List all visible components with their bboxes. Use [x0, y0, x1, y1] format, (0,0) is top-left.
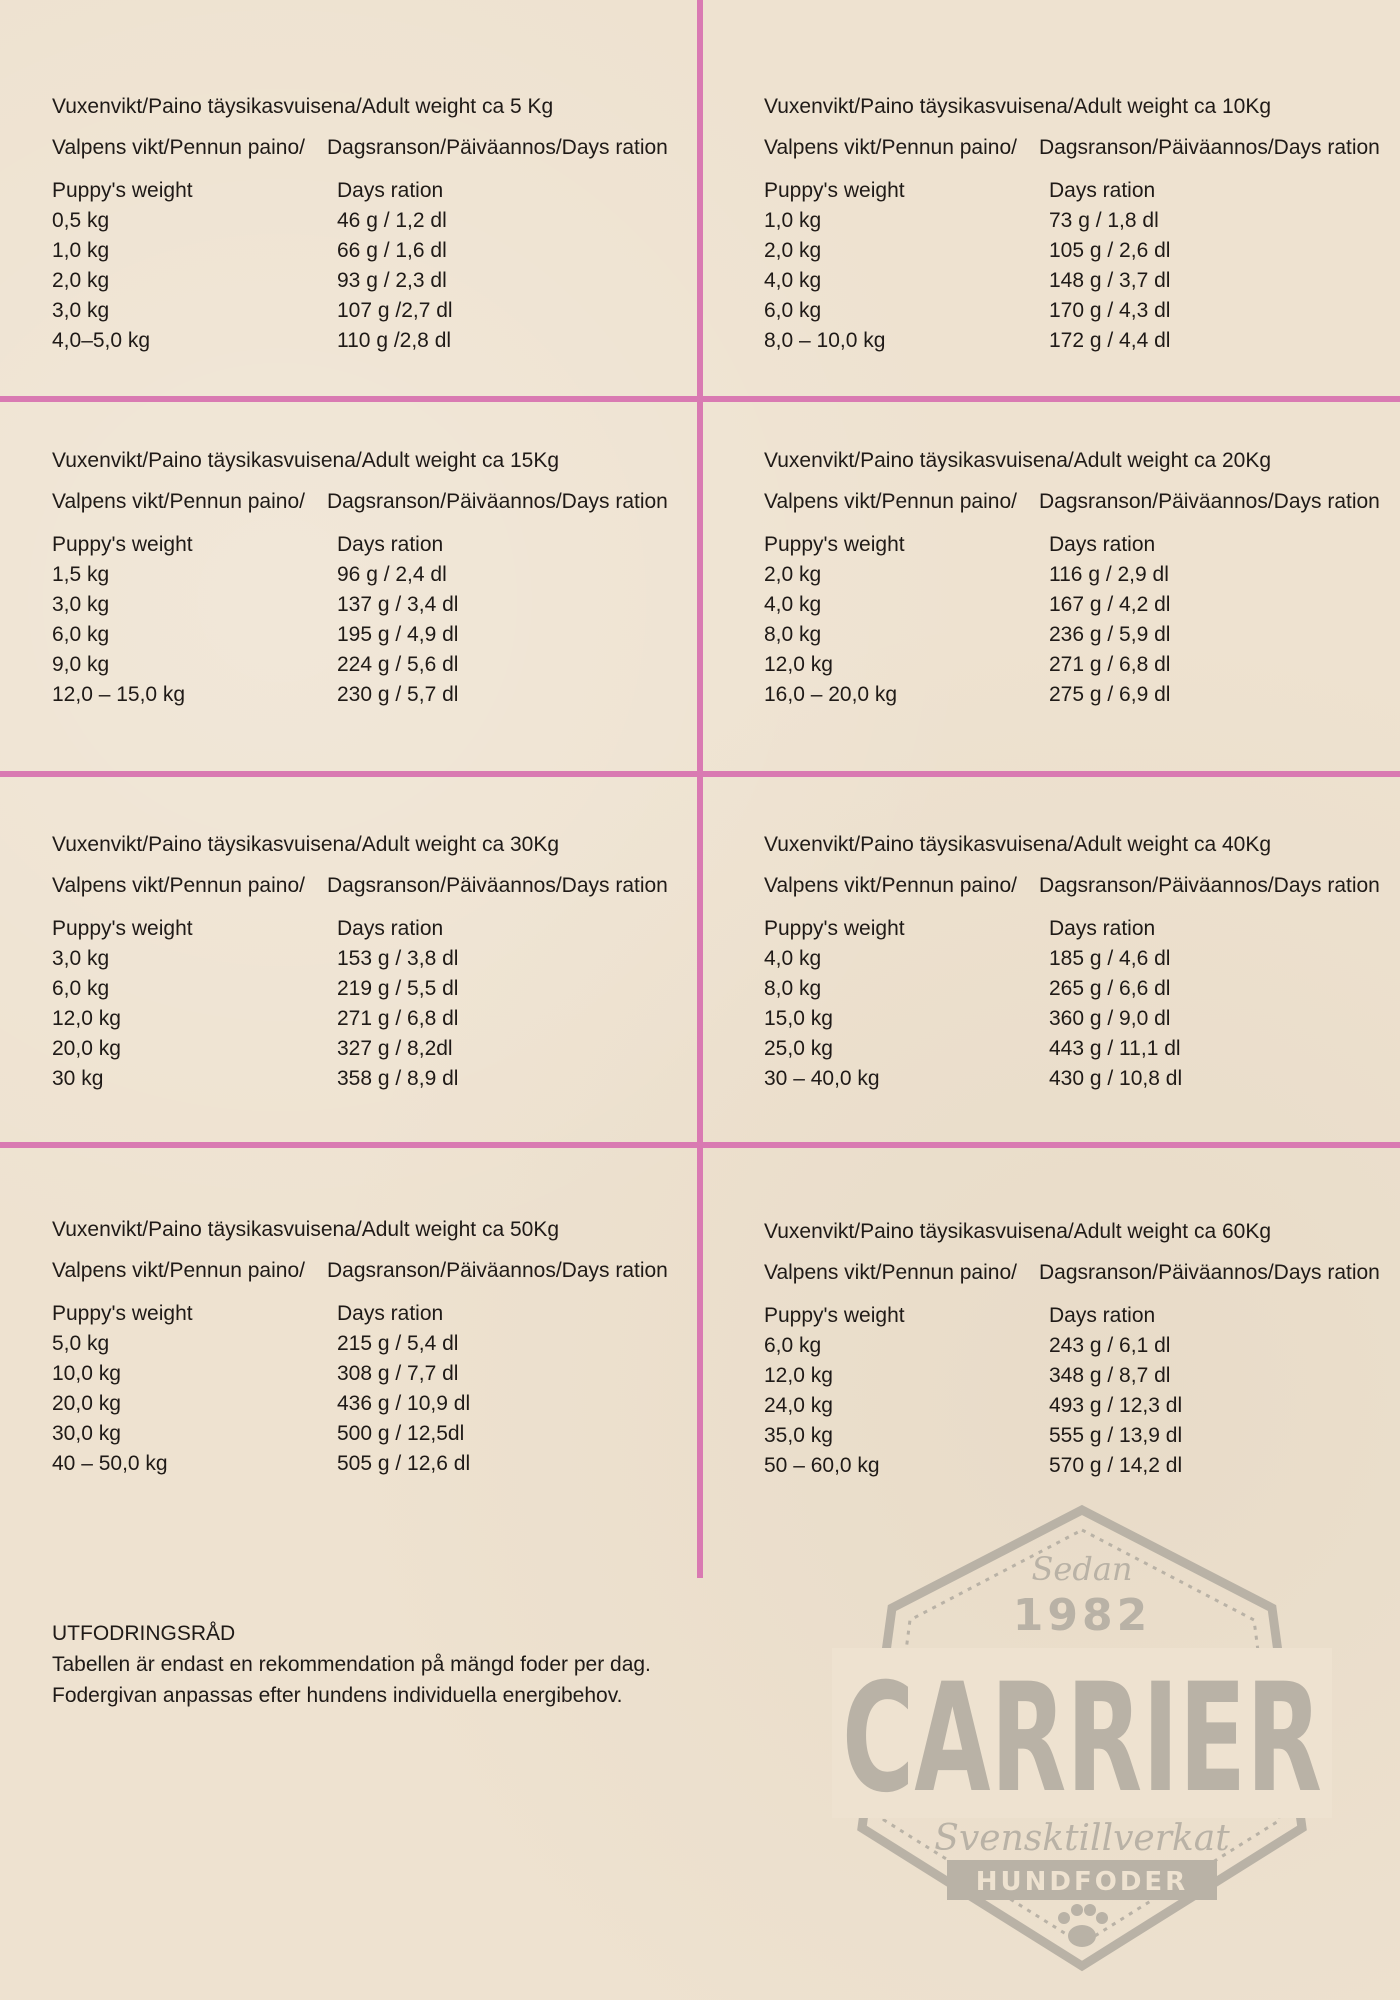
- days-ration-value: 96 g / 2,4 dl: [337, 563, 447, 586]
- puppy-weight-value: 30 kg: [52, 1067, 104, 1090]
- puppy-weight-column: [764, 1301, 905, 1481]
- puppy-weight-value: 40 – 50,0 kg: [52, 1452, 168, 1475]
- advice-heading: UTFODRINGSRÅD: [52, 1622, 236, 1645]
- puppy-weight-value: 8,0 kg: [764, 623, 822, 646]
- column-subheader: Puppy's weight: [52, 179, 193, 202]
- days-ration-value: 215 g / 5,4 dl: [337, 1332, 459, 1355]
- puppy-weight-column: [52, 914, 193, 1094]
- column-header-puppy-weight: Valpens vikt/Pennun paino/: [52, 136, 305, 159]
- days-ration-column: [1049, 530, 1170, 710]
- column-header-days-ration: Dagsranson/Päiväannos/Days ration: [327, 136, 668, 159]
- puppy-weight-value: 2,0 kg: [764, 563, 822, 586]
- days-ration-value: 110 g /2,8 dl: [337, 329, 452, 352]
- days-ration-value: 185 g / 4,6 dl: [1049, 947, 1171, 970]
- column-header-days-ration: Dagsranson/Päiväannos/Days ration: [1039, 136, 1380, 159]
- table-title: Vuxenvikt/Paino täysikasvuisena/Adult weight ca 50Kg: [52, 1218, 560, 1241]
- puppy-weight-value: 8,0 – 10,0 kg: [764, 329, 886, 352]
- puppy-weight-value: 6,0 kg: [52, 977, 110, 1000]
- column-header-puppy-weight: Valpens vikt/Pennun paino/: [764, 1261, 1017, 1284]
- puppy-weight-column: [52, 1299, 193, 1479]
- column-header-puppy-weight: Valpens vikt/Pennun paino/: [764, 874, 1017, 897]
- puppy-weight-value: 20,0 kg: [52, 1392, 121, 1415]
- puppy-weight-value: 9,0 kg: [52, 653, 110, 676]
- days-ration-value: 271 g / 6,8 dl: [337, 1007, 459, 1030]
- column-subheader: Days ration: [337, 179, 444, 202]
- column-header-days-ration: Dagsranson/Päiväannos/Days ration: [327, 874, 668, 897]
- puppy-weight-value: 2,0 kg: [52, 269, 110, 292]
- puppy-weight-value: 0,5 kg: [52, 209, 110, 232]
- days-ration-value: 93 g / 2,3 dl: [337, 269, 447, 292]
- column-header-days-ration: Dagsranson/Päiväannos/Days ration: [1039, 1261, 1380, 1284]
- days-ration-value: 500 g / 12,5dl: [337, 1422, 465, 1445]
- days-ration-value: 167 g / 4,2 dl: [1049, 593, 1171, 616]
- days-ration-value: 105 g / 2,6 dl: [1049, 239, 1171, 262]
- puppy-weight-column: [764, 176, 905, 356]
- days-ration-column: [337, 914, 458, 1094]
- days-ration-value: 107 g /2,7 dl: [337, 299, 453, 322]
- column-subheader: Days ration: [1049, 533, 1156, 556]
- logo-brand-text: CARRIER: [842, 1652, 1322, 1826]
- column-subheader: Puppy's weight: [764, 179, 905, 202]
- column-header-days-ration: Dagsranson/Päiväannos/Days ration: [327, 1259, 668, 1282]
- days-ration-value: 46 g / 1,2 dl: [337, 209, 447, 232]
- paw-icon: [1058, 1904, 1108, 1947]
- days-ration-value: 195 g / 4,9 dl: [337, 623, 459, 646]
- days-ration-value: 73 g / 1,8 dl: [1049, 209, 1159, 232]
- column-header-puppy-weight: Valpens vikt/Pennun paino/: [52, 490, 305, 513]
- days-ration-column: [1049, 1301, 1182, 1481]
- days-ration-column: [1049, 176, 1170, 356]
- puppy-weight-column: [52, 176, 193, 356]
- puppy-weight-value: 12,0 kg: [52, 1007, 121, 1030]
- table-title: Vuxenvikt/Paino täysikasvuisena/Adult weight ca 60Kg: [764, 1220, 1272, 1243]
- days-ration-value: 243 g / 6,1 dl: [1049, 1334, 1171, 1357]
- table-title: Vuxenvikt/Paino täysikasvuisena/Adult weight ca 30Kg: [52, 833, 560, 856]
- days-ration-value: 116 g / 2,9 dl: [1049, 563, 1169, 586]
- column-subheader: Puppy's weight: [764, 917, 905, 940]
- days-ration-column: [337, 530, 458, 710]
- days-ration-value: 505 g / 12,6 dl: [337, 1452, 471, 1475]
- column-subheader: Puppy's weight: [52, 533, 193, 556]
- puppy-weight-value: 25,0 kg: [764, 1037, 833, 1060]
- puppy-weight-value: 10,0 kg: [52, 1362, 121, 1385]
- days-ration-value: 493 g / 12,3 dl: [1049, 1394, 1183, 1417]
- column-header-puppy-weight: Valpens vikt/Pennun paino/: [52, 874, 305, 897]
- puppy-weight-value: 12,0 – 15,0 kg: [52, 683, 186, 706]
- days-ration-value: 236 g / 5,9 dl: [1049, 623, 1171, 646]
- logo-banner-text: HUNDFODER: [975, 1867, 1189, 1897]
- puppy-weight-value: 3,0 kg: [52, 299, 110, 322]
- carrier-logo: [832, 1498, 1332, 1978]
- column-header-puppy-weight: Valpens vikt/Pennun paino/: [764, 136, 1017, 159]
- table-title: Vuxenvikt/Paino täysikasvuisena/Adult weight ca 15Kg: [52, 449, 560, 472]
- horizontal-divider: [0, 771, 1400, 777]
- logo-script-text: Svensktillverkat: [934, 1818, 1230, 1859]
- days-ration-column: [337, 176, 453, 356]
- puppy-weight-value: 1,5 kg: [52, 563, 110, 586]
- column-subheader: Days ration: [337, 917, 444, 940]
- puppy-weight-value: 15,0 kg: [764, 1007, 833, 1030]
- days-ration-value: 308 g / 7,7 dl: [337, 1362, 459, 1385]
- table-title: Vuxenvikt/Paino täysikasvuisena/Adult weight ca 20Kg: [764, 449, 1272, 472]
- horizontal-divider: [0, 1142, 1400, 1148]
- puppy-weight-value: 30,0 kg: [52, 1422, 121, 1445]
- puppy-weight-value: 5,0 kg: [52, 1332, 110, 1355]
- column-subheader: Days ration: [337, 1302, 444, 1325]
- column-header-puppy-weight: Valpens vikt/Pennun paino/: [764, 490, 1017, 513]
- column-header-days-ration: Dagsranson/Päiväannos/Days ration: [1039, 874, 1380, 897]
- table-title: Vuxenvikt/Paino täysikasvuisena/Adult weight ca 5 Kg: [52, 95, 554, 118]
- days-ration-value: 348 g / 8,7 dl: [1049, 1364, 1171, 1387]
- column-subheader: Days ration: [1049, 1304, 1156, 1327]
- table-title: Vuxenvikt/Paino täysikasvuisena/Adult weight ca 40Kg: [764, 833, 1272, 856]
- puppy-weight-value: 12,0 kg: [764, 653, 833, 676]
- days-ration-value: 148 g / 3,7 dl: [1049, 269, 1171, 292]
- column-subheader: Days ration: [337, 533, 444, 556]
- puppy-weight-value: 1,0 kg: [764, 209, 822, 232]
- advice-text-line: Tabellen är endast en rekommendation på mängd foder per dag.: [52, 1653, 651, 1676]
- puppy-weight-value: 6,0 kg: [52, 623, 110, 646]
- horizontal-divider: [0, 396, 1400, 402]
- puppy-weight-column: [764, 530, 905, 710]
- column-subheader: Puppy's weight: [52, 1302, 193, 1325]
- puppy-weight-value: 6,0 kg: [764, 299, 822, 322]
- column-subheader: Puppy's weight: [52, 917, 193, 940]
- puppy-weight-value: 16,0 – 20,0 kg: [764, 683, 898, 706]
- column-subheader: Days ration: [1049, 179, 1156, 202]
- days-ration-value: 172 g / 4,4 dl: [1049, 329, 1171, 352]
- column-header-days-ration: Dagsranson/Päiväannos/Days ration: [327, 490, 668, 513]
- days-ration-value: 443 g / 11,1 dl: [1049, 1037, 1181, 1060]
- puppy-weight-value: 4,0–5,0 kg: [52, 329, 151, 352]
- days-ration-column: [337, 1299, 470, 1479]
- puppy-weight-column: [52, 530, 193, 710]
- days-ration-value: 265 g / 6,6 dl: [1049, 977, 1171, 1000]
- days-ration-value: 430 g / 10,8 dl: [1049, 1067, 1183, 1090]
- days-ration-value: 570 g / 14,2 dl: [1049, 1454, 1183, 1477]
- days-ration-value: 327 g / 8,2dl: [337, 1037, 453, 1060]
- column-header-puppy-weight: Valpens vikt/Pennun paino/: [52, 1259, 305, 1282]
- days-ration-value: 436 g / 10,9 dl: [337, 1392, 471, 1415]
- days-ration-value: 230 g / 5,7 dl: [337, 683, 459, 706]
- days-ration-value: 153 g / 3,8 dl: [337, 947, 459, 970]
- puppy-weight-value: 4,0 kg: [764, 269, 822, 292]
- column-subheader: Puppy's weight: [764, 1304, 905, 1327]
- days-ration-value: 360 g / 9,0 dl: [1049, 1007, 1171, 1030]
- puppy-weight-value: 20,0 kg: [52, 1037, 121, 1060]
- puppy-weight-value: 50 – 60,0 kg: [764, 1454, 880, 1477]
- puppy-weight-value: 2,0 kg: [764, 239, 822, 262]
- column-subheader: Days ration: [1049, 917, 1156, 940]
- puppy-weight-column: [764, 914, 905, 1094]
- puppy-weight-value: 4,0 kg: [764, 947, 822, 970]
- days-ration-column: [1049, 914, 1182, 1094]
- logo-sedan-text: Sedan: [1031, 1550, 1133, 1588]
- days-ration-value: 224 g / 5,6 dl: [337, 653, 459, 676]
- days-ration-value: 271 g / 6,8 dl: [1049, 653, 1171, 676]
- puppy-weight-value: 3,0 kg: [52, 947, 110, 970]
- logo-year-text: 1982: [1012, 1590, 1152, 1641]
- days-ration-value: 219 g / 5,5 dl: [337, 977, 459, 1000]
- advice-text-line: Fodergivan anpassas efter hundens individuella energibehov.: [52, 1684, 623, 1707]
- table-title: Vuxenvikt/Paino täysikasvuisena/Adult weight ca 10Kg: [764, 95, 1272, 118]
- puppy-weight-value: 12,0 kg: [764, 1364, 833, 1387]
- puppy-weight-value: 35,0 kg: [764, 1424, 833, 1447]
- days-ration-value: 555 g / 13,9 dl: [1049, 1424, 1183, 1447]
- puppy-weight-value: 6,0 kg: [764, 1334, 822, 1357]
- days-ration-value: 137 g / 3,4 dl: [337, 593, 459, 616]
- days-ration-value: 170 g / 4,3 dl: [1049, 299, 1171, 322]
- puppy-weight-value: 8,0 kg: [764, 977, 822, 1000]
- column-subheader: Puppy's weight: [764, 533, 905, 556]
- feeding-advice: [52, 1618, 651, 1711]
- puppy-weight-value: 30 – 40,0 kg: [764, 1067, 880, 1090]
- days-ration-value: 275 g / 6,9 dl: [1049, 683, 1171, 706]
- puppy-weight-value: 1,0 kg: [52, 239, 110, 262]
- puppy-weight-value: 4,0 kg: [764, 593, 822, 616]
- column-header-days-ration: Dagsranson/Päiväannos/Days ration: [1039, 490, 1380, 513]
- puppy-weight-value: 24,0 kg: [764, 1394, 833, 1417]
- vertical-divider: [697, 0, 703, 1578]
- puppy-weight-value: 3,0 kg: [52, 593, 110, 616]
- days-ration-value: 358 g / 8,9 dl: [337, 1067, 459, 1090]
- days-ration-value: 66 g / 1,6 dl: [337, 239, 447, 262]
